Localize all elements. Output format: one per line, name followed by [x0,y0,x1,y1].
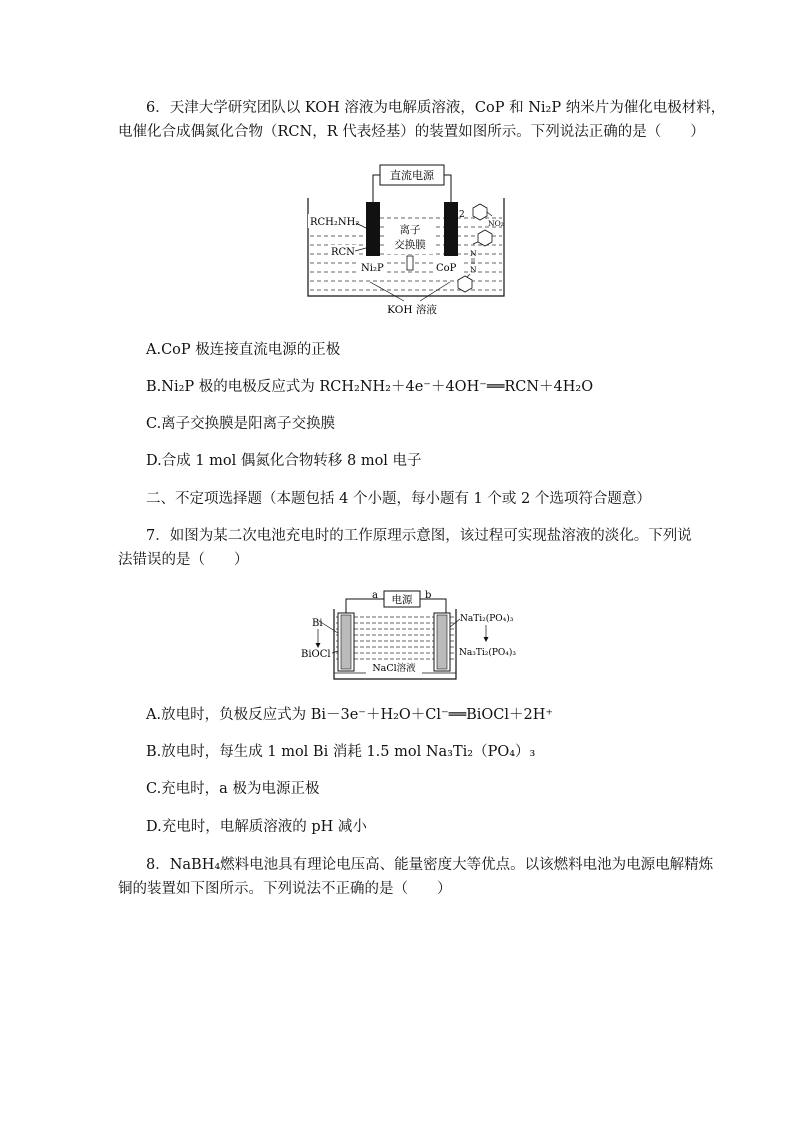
q7-right-top-label: NaTi₂(PO₄)₃ [460,614,514,624]
q7-left-arrow-icon [316,643,321,648]
q6-left-product: RCN [331,247,355,258]
q6-azo-ring-bottom-icon [458,276,472,292]
q6-no2-label: NO₂ [488,219,504,228]
q6-left-wire [373,175,380,202]
q6-ni2p-electrode [366,202,380,256]
q7-stem-line2: 法错误的是（ ） [118,552,249,568]
q6-nitrobenzene-icon [473,204,487,220]
q7-left-wire [346,599,384,613]
q6-bottom-label: KOH 溶液 [387,304,437,316]
q7-option-b: B.放电时，每生成 1 mol Bi 消耗 1.5 mol Na₃Ti₂（PO₄）₃ [146,744,536,760]
q8-stem-line2: 铜的装置如下图所示。下列说法不正确的是（ ） [118,881,452,897]
q6-option-d: D.合成 1 mol 偶氮化合物转移 8 mol 电子 [146,453,422,469]
q7-b-label: b [425,590,432,601]
q6-azo-ring-top-icon [478,230,492,246]
q6-n-label-2: N [470,265,477,274]
q6-count-label: 2 [459,210,465,220]
q6-stem-line1: 6．天津大学研究团队以 KOH 溶液为电解质溶液，CoP 和 Ni₂P 纳米片为催化电极材料， [146,100,726,116]
q7-solution-label: NaCl溶液 [372,663,416,674]
q8-stem-line1: 8．NaBH₄燃料电池具有理论电压高、能量密度大等优点。以该燃料电池为电源电解精炼 [146,857,714,873]
q6-left-product-leader [355,248,366,251]
q7-option-c: C.充电时，a 极为电源正极 [146,781,320,797]
q6-option-a: A.CoP 极连接直流电源的正极 [146,342,341,358]
q6-bottom-leader-left [370,282,404,301]
q6-right-wire [444,175,451,202]
q6-membrane-label-2: 交换膜 [394,239,426,251]
q6-electrolysis-diagram [300,160,512,318]
q7-right-electrode-core [437,615,447,669]
q6-stem-line2: 电催化合成偶氮化合物（RCN，R 代表烃基）的装置如图所示。下列说法正确的是（ ） [118,124,705,140]
q7-left-bottom-label: BiOCl [301,649,331,660]
q7-left-electrode-core [341,615,351,669]
q6-left-reactant: RCH₂NH₂ [310,217,360,228]
q7-battery-diagram [296,585,536,685]
q7-right-arrow-icon [484,637,489,642]
q6-power-label: 直流电源 [390,169,434,182]
q6-cop-electrode [444,202,458,256]
q7-option-a: A.放电时，负极反应式为 Bi－3e⁻＋H₂O＋Cl⁻══BiOCl＋2H⁺ [146,707,554,723]
q7-right-bottom-label: Na₃Ti₂(PO₄)₃ [459,648,517,658]
q6-bottom-leader-right [420,282,450,301]
q7-a-label: a [372,590,378,601]
q6-membrane [407,256,413,270]
q6-left-electrode-label: Ni₂P [361,263,384,274]
q7-right-wire [420,599,446,613]
q6-membrane-label-1: 离子 [399,224,421,236]
q7-left-top-label: Bi [312,618,323,629]
q7-power-label: 电源 [391,594,413,606]
q7-option-d: D.充电时，电解质溶液的 pH 减小 [146,819,367,835]
q6-option-c: C.离子交换膜是阳离子交换膜 [146,416,336,432]
q6-option-b: B.Ni₂P 极的电极反应式为 RCH₂NH₂＋4e⁻＋4OH⁻══RCN＋4H₂O [146,379,594,395]
q6-n-label-1: N [470,249,477,258]
q6-right-electrode-label: CoP [436,263,457,274]
section2-heading: 二、不定项选择题（本题包括 4 个小题，每小题有 1 个或 2 个选项符合题意） [146,491,651,507]
q7-stem-line1: 7．如图为某二次电池充电时的工作原理示意图，该过程可实现盐溶液的淡化。下列说 [146,528,692,544]
